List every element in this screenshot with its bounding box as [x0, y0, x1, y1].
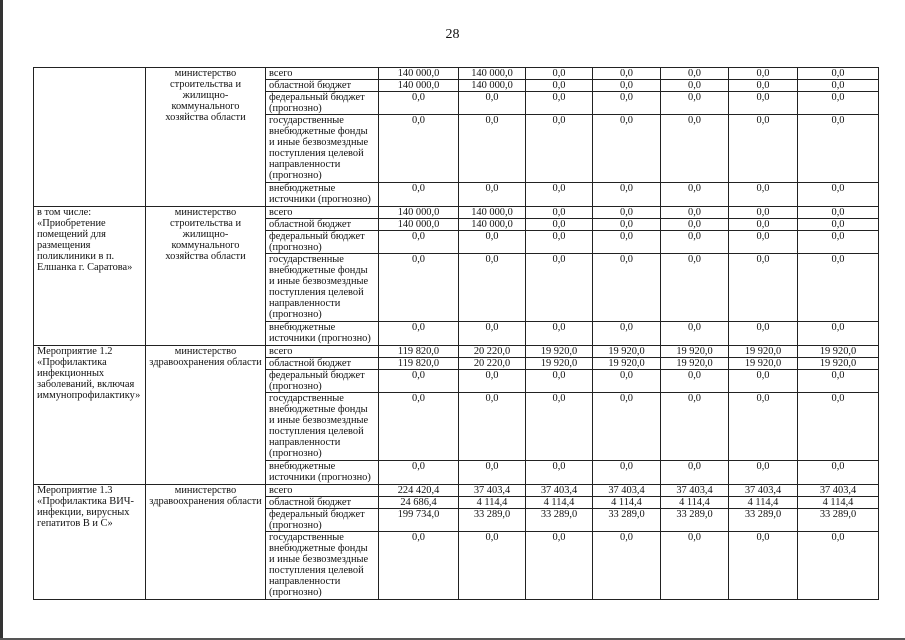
measure-cell: Мероприятие 1.2 «Профилактика инфекционных заболеваний, включая иммунопрофилактику» — [34, 346, 146, 485]
year-value-cell: 0,0 — [526, 92, 593, 115]
year-value-cell: 0,0 — [729, 231, 798, 254]
year-value-cell: 0,0 — [729, 219, 798, 231]
year-value-cell: 0,0 — [798, 115, 879, 183]
year-value-cell: 0,0 — [526, 80, 593, 92]
year-value-cell: 37 403,4 — [526, 485, 593, 497]
year-value-cell: 19 920,0 — [526, 346, 593, 358]
total-value-cell: 0,0 — [379, 322, 459, 346]
year-value-cell: 0,0 — [798, 183, 879, 207]
year-value-cell: 0,0 — [798, 322, 879, 346]
year-value-cell: 0,0 — [459, 115, 526, 183]
year-value-cell: 33 289,0 — [593, 509, 661, 532]
year-value-cell: 0,0 — [729, 92, 798, 115]
total-value-cell: 140 000,0 — [379, 207, 459, 219]
year-value-cell: 0,0 — [526, 370, 593, 393]
year-value-cell: 0,0 — [593, 393, 661, 461]
measure-cell — [34, 68, 146, 207]
year-value-cell: 0,0 — [798, 92, 879, 115]
total-value-cell: 140 000,0 — [379, 219, 459, 231]
year-value-cell: 0,0 — [798, 370, 879, 393]
year-value-cell: 4 114,4 — [459, 497, 526, 509]
year-value-cell: 0,0 — [729, 207, 798, 219]
total-value-cell: 24 686,4 — [379, 497, 459, 509]
executor-cell: министерство строительства и жилищно-коммунального хозяйства области — [146, 207, 266, 346]
year-value-cell: 0,0 — [729, 532, 798, 600]
year-value-cell: 37 403,4 — [729, 485, 798, 497]
year-value-cell: 0,0 — [526, 461, 593, 485]
year-value-cell: 0,0 — [593, 461, 661, 485]
year-value-cell: 4 114,4 — [729, 497, 798, 509]
year-value-cell: 0,0 — [729, 68, 798, 80]
funding-source-cell: государственные внебюджетные фонды и иные безвозмездные поступления целевой направленности (прогнозно) — [266, 532, 379, 600]
year-value-cell: 19 920,0 — [593, 346, 661, 358]
total-value-cell: 199 734,0 — [379, 509, 459, 532]
year-value-cell: 37 403,4 — [459, 485, 526, 497]
funding-source-cell: внебюджетные источники (прогнозно) — [266, 461, 379, 485]
year-value-cell: 0,0 — [593, 68, 661, 80]
year-value-cell: 0,0 — [661, 219, 729, 231]
year-value-cell: 0,0 — [729, 322, 798, 346]
year-value-cell: 0,0 — [661, 231, 729, 254]
total-value-cell: 0,0 — [379, 115, 459, 183]
year-value-cell: 33 289,0 — [526, 509, 593, 532]
year-value-cell: 0,0 — [459, 322, 526, 346]
year-value-cell: 0,0 — [729, 461, 798, 485]
year-value-cell: 37 403,4 — [661, 485, 729, 497]
year-value-cell: 0,0 — [729, 115, 798, 183]
year-value-cell: 33 289,0 — [661, 509, 729, 532]
year-value-cell: 0,0 — [526, 68, 593, 80]
year-value-cell: 0,0 — [526, 532, 593, 600]
year-value-cell: 0,0 — [526, 219, 593, 231]
table-row — [34, 485, 879, 497]
total-value-cell: 0,0 — [379, 461, 459, 485]
funding-source-cell: областной бюджет — [266, 219, 379, 231]
year-value-cell: 0,0 — [661, 254, 729, 322]
total-value-cell: 0,0 — [379, 393, 459, 461]
year-value-cell: 4 114,4 — [593, 497, 661, 509]
funding-source-cell: областной бюджет — [266, 497, 379, 509]
table-row — [34, 68, 879, 80]
total-value-cell: 0,0 — [379, 92, 459, 115]
year-value-cell: 19 920,0 — [798, 358, 879, 370]
year-value-cell: 0,0 — [526, 115, 593, 183]
year-value-cell: 0,0 — [798, 207, 879, 219]
year-value-cell: 0,0 — [593, 231, 661, 254]
year-value-cell: 0,0 — [729, 254, 798, 322]
funding-source-cell: государственные внебюджетные фонды и иные безвозмездные поступления целевой направленности (прогнозно) — [266, 115, 379, 183]
funding-source-cell: областной бюджет — [266, 80, 379, 92]
year-value-cell: 0,0 — [661, 92, 729, 115]
year-value-cell: 0,0 — [459, 461, 526, 485]
year-value-cell: 0,0 — [798, 231, 879, 254]
year-value-cell: 0,0 — [593, 322, 661, 346]
funding-source-cell: внебюджетные источники (прогнозно) — [266, 183, 379, 207]
year-value-cell: 140 000,0 — [459, 207, 526, 219]
year-value-cell: 0,0 — [593, 207, 661, 219]
year-value-cell: 0,0 — [798, 461, 879, 485]
year-value-cell: 0,0 — [593, 92, 661, 115]
total-value-cell: 119 820,0 — [379, 358, 459, 370]
total-value-cell: 0,0 — [379, 231, 459, 254]
total-value-cell: 0,0 — [379, 183, 459, 207]
year-value-cell: 0,0 — [593, 80, 661, 92]
total-value-cell: 224 420,4 — [379, 485, 459, 497]
page-number: 28 — [445, 27, 460, 42]
year-value-cell: 0,0 — [593, 183, 661, 207]
year-value-cell: 0,0 — [593, 532, 661, 600]
total-value-cell: 140 000,0 — [379, 68, 459, 80]
year-value-cell: 19 920,0 — [661, 346, 729, 358]
year-value-cell: 0,0 — [798, 68, 879, 80]
year-value-cell: 0,0 — [661, 370, 729, 393]
year-value-cell: 0,0 — [593, 370, 661, 393]
year-value-cell: 0,0 — [526, 254, 593, 322]
year-value-cell: 0,0 — [459, 231, 526, 254]
funding-source-cell: государственные внебюджетные фонды и иные безвозмездные поступления целевой направленности (прогнозно) — [266, 254, 379, 322]
funding-source-cell: федеральный бюджет (прогнозно) — [266, 231, 379, 254]
funding-table — [33, 67, 879, 600]
year-value-cell: 0,0 — [526, 231, 593, 254]
year-value-cell: 0,0 — [798, 219, 879, 231]
executor-cell: министерство строительства и жилищно-коммунального хозяйства области — [146, 68, 266, 207]
year-value-cell: 33 289,0 — [729, 509, 798, 532]
total-value-cell: 0,0 — [379, 254, 459, 322]
year-value-cell: 0,0 — [459, 92, 526, 115]
year-value-cell: 0,0 — [661, 183, 729, 207]
year-value-cell: 0,0 — [661, 207, 729, 219]
funding-source-cell: внебюджетные источники (прогнозно) — [266, 322, 379, 346]
year-value-cell: 0,0 — [798, 532, 879, 600]
year-value-cell: 33 289,0 — [798, 509, 879, 532]
year-value-cell: 0,0 — [798, 254, 879, 322]
year-value-cell: 0,0 — [729, 80, 798, 92]
total-value-cell: 119 820,0 — [379, 346, 459, 358]
funding-source-cell: государственные внебюджетные фонды и иные безвозмездные поступления целевой направленности (прогнозно) — [266, 393, 379, 461]
year-value-cell: 0,0 — [459, 183, 526, 207]
year-value-cell: 20 220,0 — [459, 358, 526, 370]
year-value-cell: 0,0 — [661, 461, 729, 485]
year-value-cell: 0,0 — [593, 219, 661, 231]
year-value-cell: 0,0 — [526, 322, 593, 346]
year-value-cell: 0,0 — [459, 393, 526, 461]
funding-source-cell: всего — [266, 207, 379, 219]
year-value-cell: 0,0 — [661, 532, 729, 600]
year-value-cell: 0,0 — [459, 532, 526, 600]
year-value-cell: 0,0 — [661, 115, 729, 183]
year-value-cell: 19 920,0 — [729, 346, 798, 358]
year-value-cell: 0,0 — [593, 254, 661, 322]
year-value-cell: 0,0 — [661, 68, 729, 80]
year-value-cell: 19 920,0 — [593, 358, 661, 370]
year-value-cell: 0,0 — [729, 183, 798, 207]
year-value-cell: 4 114,4 — [798, 497, 879, 509]
funding-source-cell: всего — [266, 346, 379, 358]
year-value-cell: 0,0 — [661, 393, 729, 461]
year-value-cell: 140 000,0 — [459, 219, 526, 231]
scan-edge — [0, 0, 3, 640]
total-value-cell: 0,0 — [379, 370, 459, 393]
year-value-cell: 0,0 — [729, 393, 798, 461]
year-value-cell: 0,0 — [798, 393, 879, 461]
table-row — [34, 346, 879, 358]
year-value-cell: 4 114,4 — [526, 497, 593, 509]
year-value-cell: 19 920,0 — [526, 358, 593, 370]
year-value-cell: 140 000,0 — [459, 80, 526, 92]
year-value-cell: 0,0 — [729, 370, 798, 393]
funding-source-cell: федеральный бюджет (прогнозно) — [266, 509, 379, 532]
executor-cell: министерство здравоохранения области — [146, 346, 266, 485]
funding-source-cell: областной бюджет — [266, 358, 379, 370]
year-value-cell: 19 920,0 — [661, 358, 729, 370]
year-value-cell: 0,0 — [661, 80, 729, 92]
year-value-cell: 0,0 — [526, 183, 593, 207]
measure-cell: в том числе: «Приобретение помещений для размещения поликлиники в п. Елшанка г. Саратова» — [34, 207, 146, 346]
year-value-cell: 37 403,4 — [593, 485, 661, 497]
year-value-cell: 20 220,0 — [459, 346, 526, 358]
year-value-cell: 0,0 — [459, 370, 526, 393]
year-value-cell: 19 920,0 — [729, 358, 798, 370]
funding-source-cell: всего — [266, 68, 379, 80]
year-value-cell: 0,0 — [593, 115, 661, 183]
executor-cell: министерство здравоохранения области — [146, 485, 266, 600]
funding-source-cell: всего — [266, 485, 379, 497]
funding-source-cell: федеральный бюджет (прогнозно) — [266, 92, 379, 115]
year-value-cell: 4 114,4 — [661, 497, 729, 509]
year-value-cell: 0,0 — [661, 322, 729, 346]
funding-source-cell: федеральный бюджет (прогнозно) — [266, 370, 379, 393]
total-value-cell: 0,0 — [379, 532, 459, 600]
measure-cell: Мероприятие 1.3 «Профилактика ВИЧ-инфекции, вирусных гепатитов В и С» — [34, 485, 146, 600]
year-value-cell: 33 289,0 — [459, 509, 526, 532]
year-value-cell: 0,0 — [526, 207, 593, 219]
year-value-cell: 19 920,0 — [798, 346, 879, 358]
year-value-cell: 140 000,0 — [459, 68, 526, 80]
year-value-cell: 0,0 — [459, 254, 526, 322]
year-value-cell: 0,0 — [798, 80, 879, 92]
total-value-cell: 140 000,0 — [379, 80, 459, 92]
table-row — [34, 207, 879, 219]
year-value-cell: 0,0 — [526, 393, 593, 461]
year-value-cell: 37 403,4 — [798, 485, 879, 497]
